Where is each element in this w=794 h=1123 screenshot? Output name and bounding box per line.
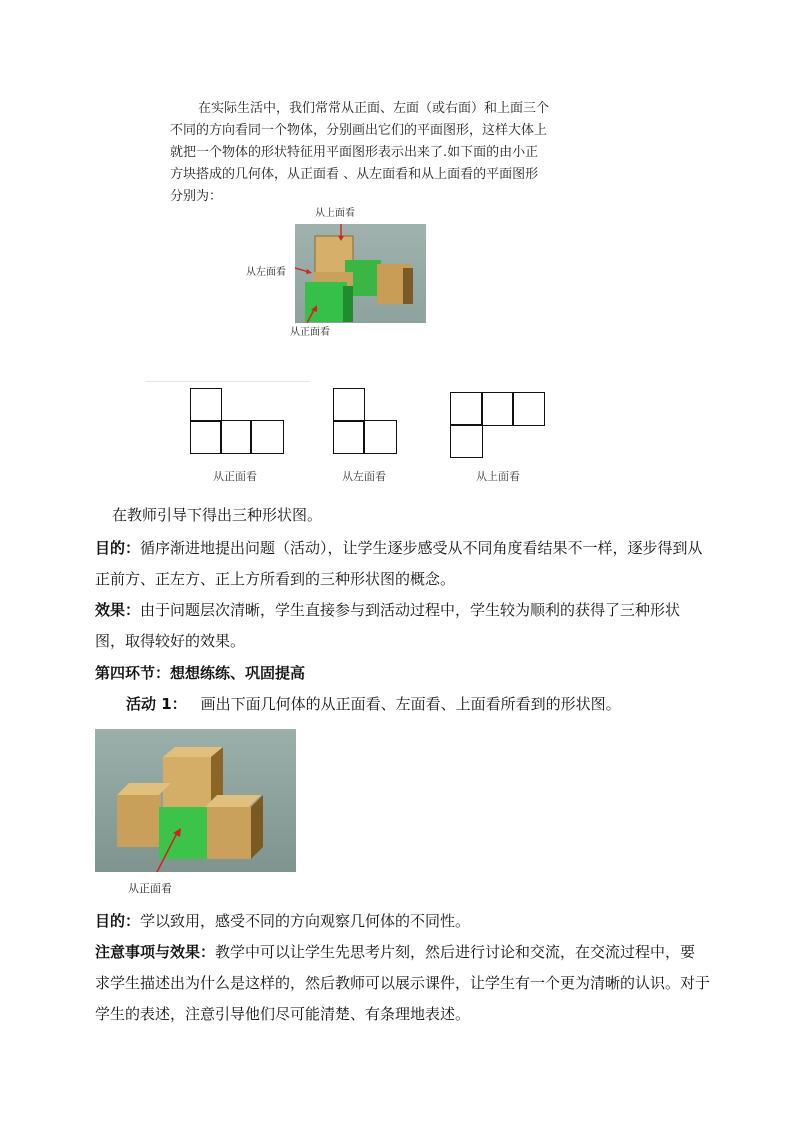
section-heading: 第四环节：想想练练、巩固提高 bbox=[95, 664, 306, 682]
note-paragraph bbox=[95, 937, 710, 1030]
grid-cell bbox=[481, 392, 514, 426]
grid-cell bbox=[450, 392, 483, 426]
grid-cell bbox=[333, 388, 365, 422]
intro-paragraph bbox=[170, 98, 550, 208]
grid-cell bbox=[450, 424, 483, 458]
purpose-label: 目的： bbox=[95, 539, 141, 557]
cube-assembly-2-image bbox=[95, 729, 296, 872]
purpose2-label: 目的： bbox=[95, 912, 141, 930]
figure1-label-front: 从正面看 bbox=[290, 327, 330, 338]
grid-cell bbox=[333, 420, 365, 454]
effect-label: 效果： bbox=[95, 601, 141, 619]
body-line-1: 在教师引导下得出三种形状图。 bbox=[112, 506, 323, 524]
grid-cell bbox=[190, 388, 222, 422]
activity-line bbox=[126, 689, 741, 720]
figure1-label-top: 从上面看 bbox=[315, 208, 355, 219]
effect-text: 由于问题层次清晰，学生直接参与到活动过程中，学生较为顺利的获得了三种形状图，取得较好的效果。 bbox=[95, 601, 681, 650]
top-view-label: 从上面看 bbox=[476, 470, 520, 483]
front-view-drawing bbox=[190, 388, 290, 458]
grid-cell bbox=[250, 420, 284, 454]
effect-paragraph bbox=[95, 595, 710, 657]
front-view-label: 从正面看 bbox=[213, 470, 257, 483]
grid-cell bbox=[220, 420, 252, 454]
figure2-label-front: 从正面看 bbox=[128, 882, 172, 895]
figure1-label-left: 从左面看 bbox=[246, 267, 286, 278]
figure2-photo bbox=[95, 729, 296, 872]
purpose-text: 循序渐进地提出问题（活动），让学生逐步感受从不同角度看结果不一样，逐步得到从正前方、正左方、正上方所看到的三种形状图的概念。 bbox=[95, 539, 703, 588]
intro-text: 在实际生活中，我们常常从正面、左面（或右面）和上面三个不同的方向看同一个物体，分别画出它们的平面图形，这样大体上就把一个物体的形状特征用平面图形表示出来了.如下面的由小正方块搭成的几何体，从正面看 、从左面看和从上面看的平面图形分别为： bbox=[170, 101, 550, 204]
activity-label: 活动 1： bbox=[126, 695, 187, 713]
grid-cell bbox=[190, 420, 222, 454]
left-view-drawing bbox=[333, 388, 403, 458]
figure1-photo bbox=[295, 224, 426, 323]
grid-cell bbox=[512, 392, 545, 426]
note-label: 注意事项与效果： bbox=[95, 943, 216, 961]
left-view-label: 从左面看 bbox=[342, 470, 386, 483]
purpose2-text: 学以致用，感受不同的方向观察几何体的不同性。 bbox=[140, 912, 471, 930]
cube-assembly-1-image bbox=[295, 224, 426, 323]
grid-cell bbox=[363, 420, 397, 454]
purpose-paragraph-2 bbox=[95, 906, 710, 937]
activity-text: 画出下面几何体的从正面看、左面看、上面看所看到的形状图。 bbox=[200, 695, 621, 713]
note-text: 教学中可以让学生先思考片刻，然后进行讨论和交流，在交流过程中，要求学生描述出为什么是这样的，然后教师可以展示课件，让学生有一个更为清晰的认识。对于学生的表述，注意引导他们尽可能清楚、有条理地表述。 bbox=[95, 943, 711, 1023]
purpose-paragraph-1 bbox=[95, 533, 710, 595]
top-view-drawing bbox=[450, 392, 550, 462]
divider-line bbox=[145, 381, 310, 382]
